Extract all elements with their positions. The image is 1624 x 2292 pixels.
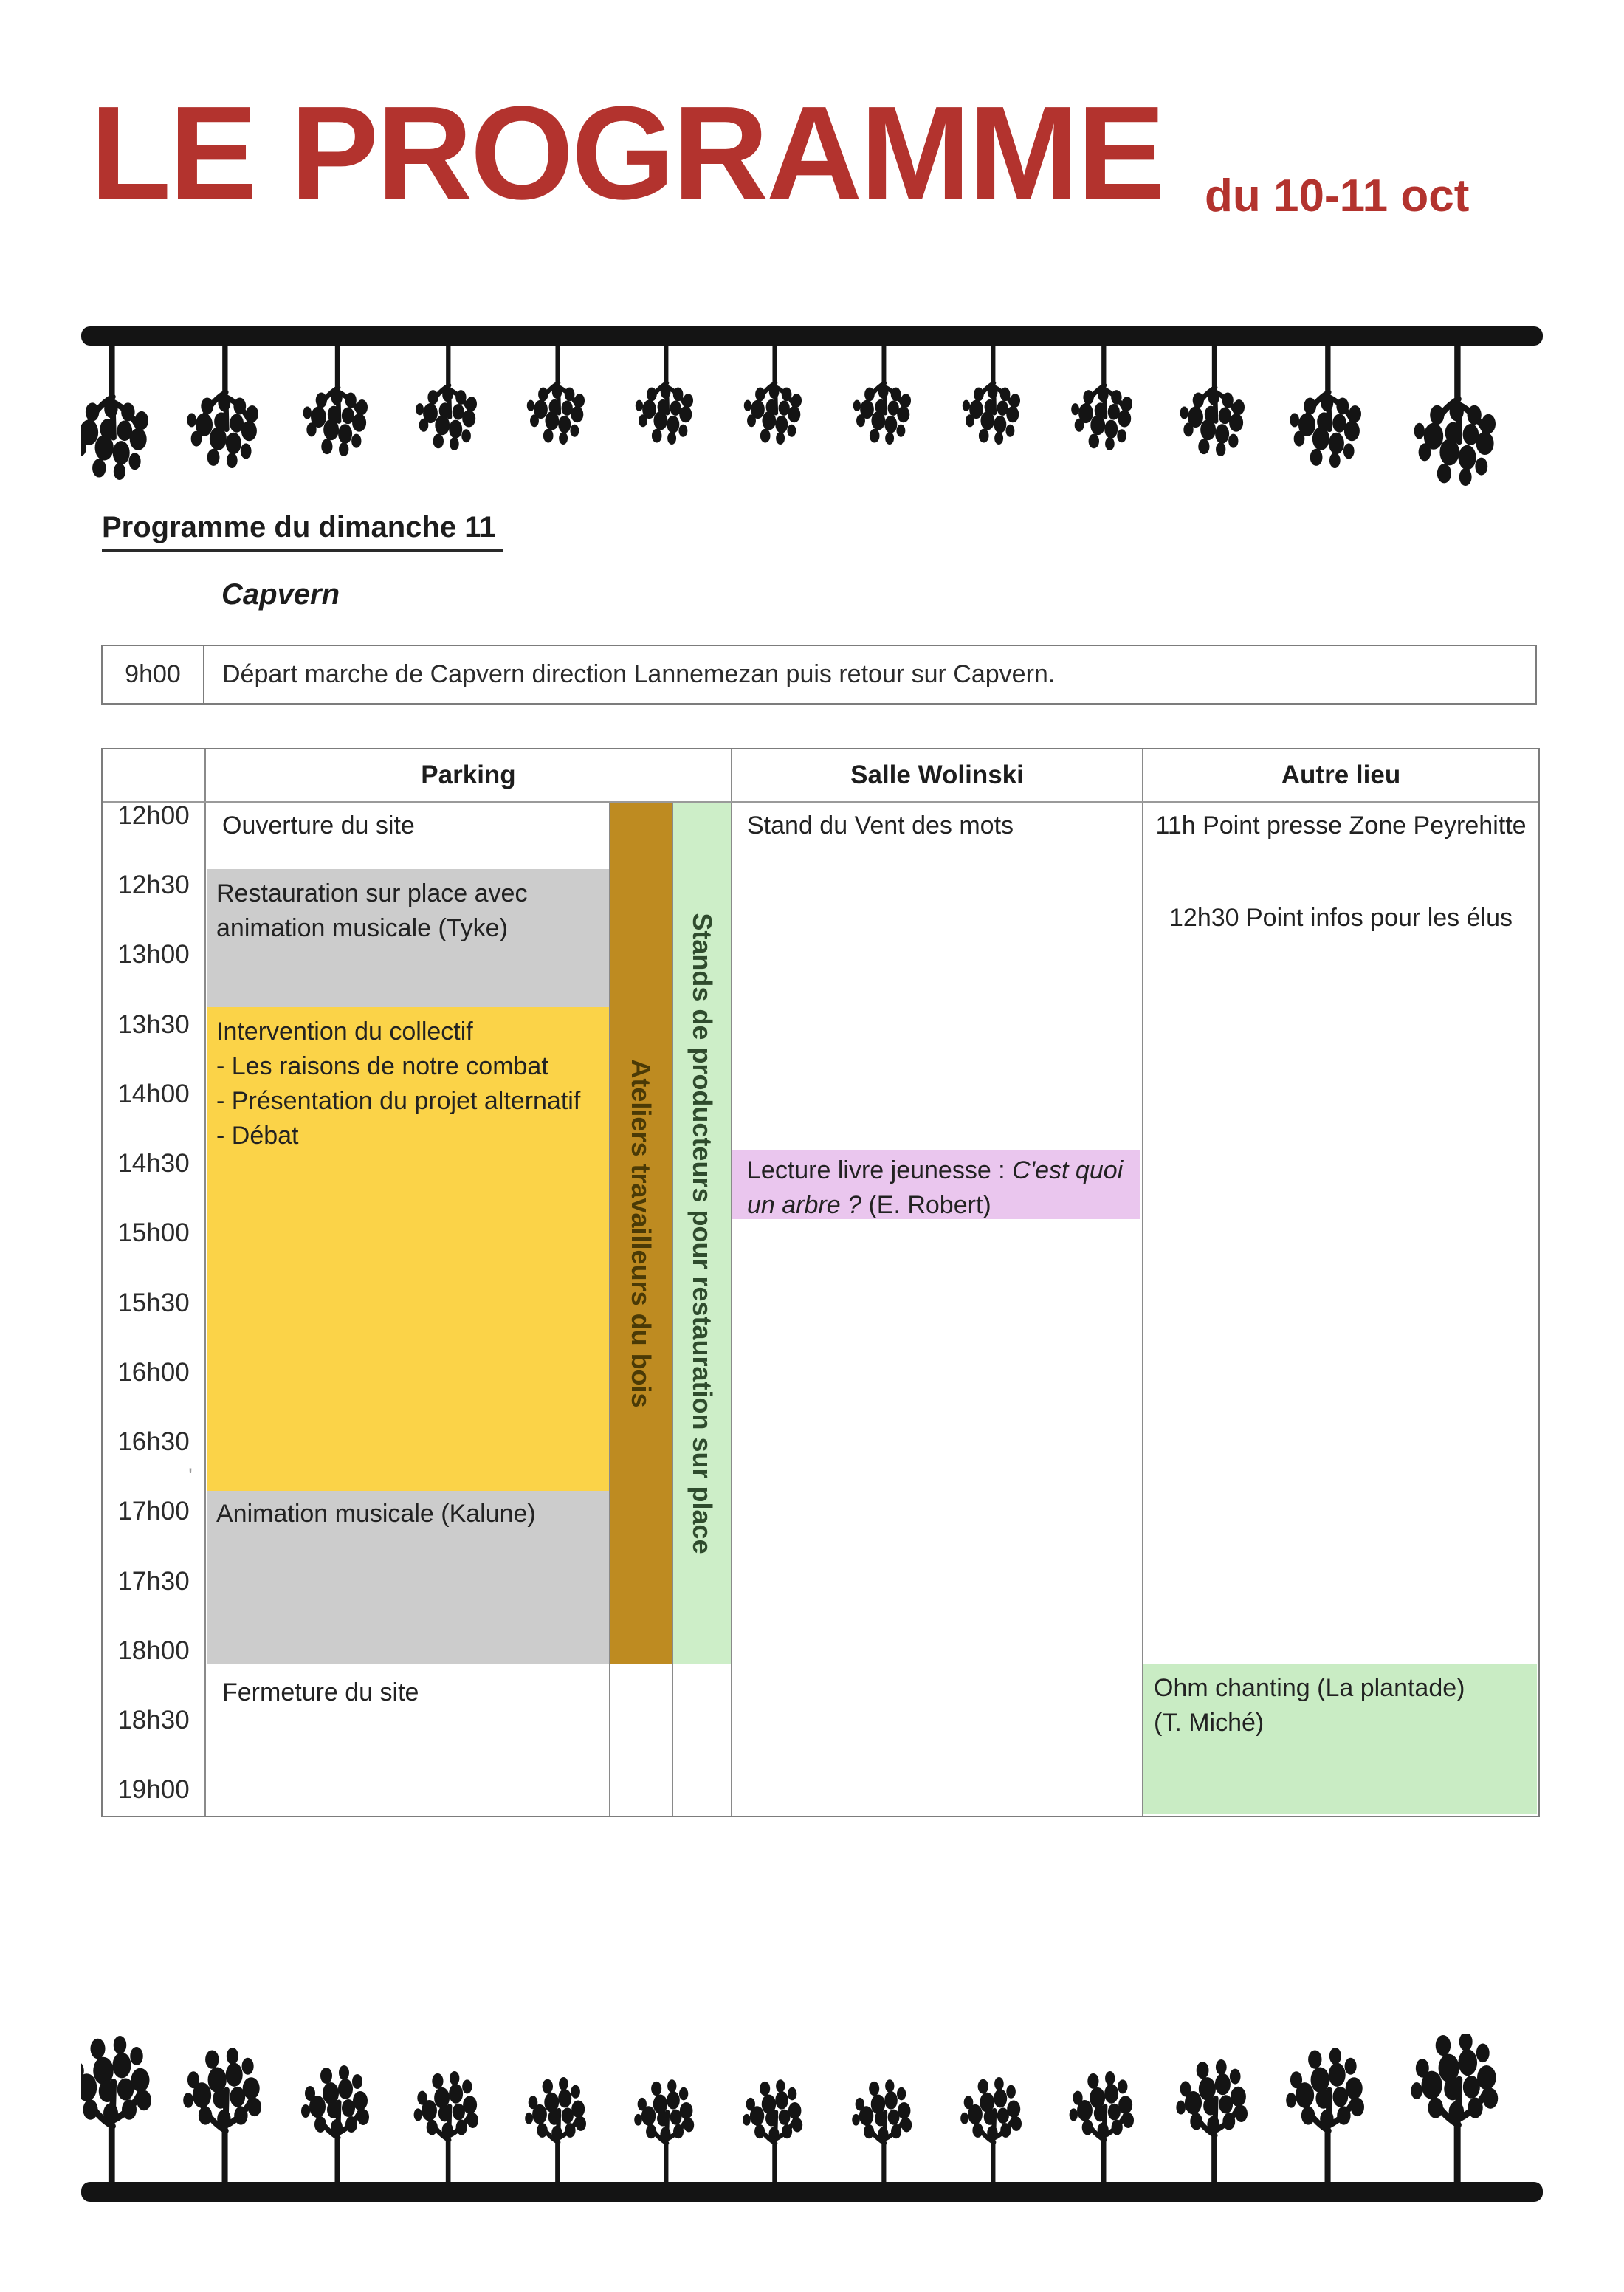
event-lecture-prefix: Lecture livre jeunesse : xyxy=(747,1156,1013,1184)
day-heading: Programme du dimanche 11 xyxy=(102,511,503,552)
event-stand-vent-des-mots: Stand du Vent des mots xyxy=(747,812,1014,840)
time-label: 17h00 xyxy=(117,1497,190,1526)
event-animation: Animation musicale (Kalune) xyxy=(216,1500,536,1528)
schedule-table xyxy=(101,748,1540,1817)
time-label: 13h30 xyxy=(117,1010,190,1039)
grid-line-salle-col xyxy=(731,749,732,1816)
strip-stands-text: Stands de producteurs pour restauration sur place xyxy=(687,913,718,1554)
time-label: 19h00 xyxy=(117,1775,190,1804)
time-label: 17h30 xyxy=(117,1567,190,1596)
time-label: 13h00 xyxy=(117,940,190,969)
time-label: 12h00 xyxy=(117,801,190,830)
time-label: 18h30 xyxy=(117,1706,190,1735)
page-subtitle: du 10-11 oct xyxy=(1205,171,1470,222)
time-label: 14h00 xyxy=(117,1080,190,1108)
col-header-parking: Parking xyxy=(421,761,516,789)
event-point-infos: 12h30 Point infos pour les élus xyxy=(1169,904,1513,932)
hanging-trees-border-icon xyxy=(81,323,1543,509)
event-ohm-chanting: Ohm chanting (La plantade) (T. Miché) xyxy=(1154,1674,1465,1737)
event-lecture xyxy=(747,1153,1131,1223)
standing-trees-border-icon xyxy=(81,2034,1543,2278)
event-intervention-title: Intervention du collectif xyxy=(216,1018,473,1046)
event-restauration: Restauration sur place avec animation musicale (Tyke) xyxy=(216,879,528,942)
time-label: 12h30 xyxy=(117,871,190,899)
stray-mark: ' xyxy=(188,1464,193,1489)
morning-description: Départ marche de Capvern direction Lannemezan puis retour sur Capvern. xyxy=(222,660,1056,688)
time-label: 16h00 xyxy=(117,1358,190,1387)
strip-stands-label xyxy=(673,803,731,1664)
time-label: 16h30 xyxy=(117,1427,190,1456)
time-label: 18h00 xyxy=(117,1636,190,1665)
event-intervention-item: - Débat xyxy=(216,1122,299,1150)
time-label: 14h30 xyxy=(117,1149,190,1178)
location-heading: Capvern xyxy=(221,578,340,611)
event-lecture-author: (E. Robert) xyxy=(861,1191,991,1219)
event-point-presse: 11h Point presse Zone Peyrehitte xyxy=(1155,812,1527,840)
morning-time: 9h00 xyxy=(103,646,204,703)
grid-line-autre-col xyxy=(1142,749,1143,1816)
page-title: LE PROGRAMME xyxy=(90,79,1164,227)
time-label: 15h00 xyxy=(117,1218,190,1247)
event-intervention xyxy=(216,1015,600,1153)
col-header-salle-wolinski: Salle Wolinski xyxy=(850,761,1024,789)
grid-line-time-col xyxy=(204,749,206,1816)
event-fermeture: Fermeture du site xyxy=(222,1678,419,1706)
morning-row xyxy=(101,645,1537,705)
event-intervention-item: - Les raisons de notre combat xyxy=(216,1052,548,1080)
event-intervention-item: - Présentation du projet alternatif xyxy=(216,1087,581,1115)
event-ouverture: Ouverture du site xyxy=(222,812,415,840)
col-header-autre-lieu: Autre lieu xyxy=(1281,761,1401,789)
strip-ateliers-label xyxy=(610,803,672,1664)
strip-ateliers-text: Ateliers travailleurs du bois xyxy=(626,1059,656,1408)
grid-line-header-bottom xyxy=(103,801,1538,803)
event-lecture-book-title: C'est quoi un arbre ? xyxy=(747,1156,1124,1219)
time-label: 15h30 xyxy=(117,1289,190,1317)
